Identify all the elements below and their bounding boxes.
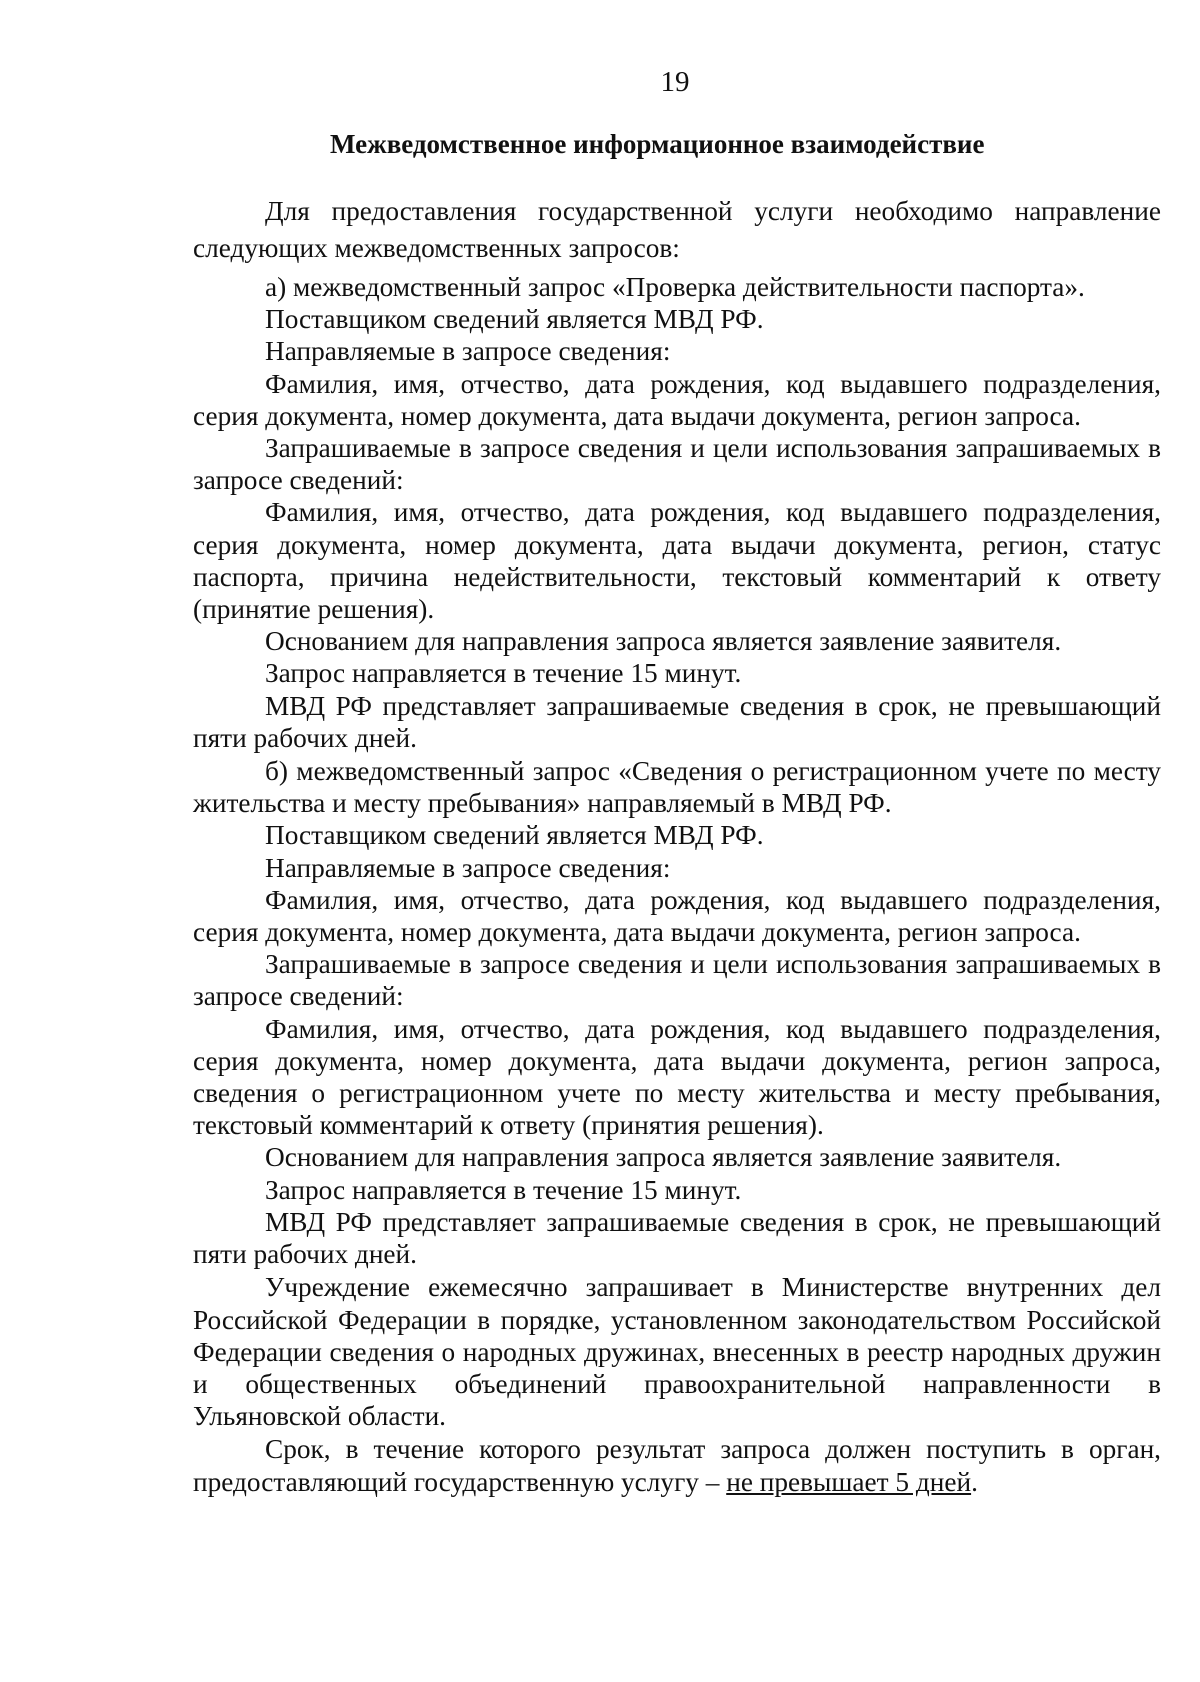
paragraph-provider: Поставщиком сведений является МВД РФ. bbox=[265, 304, 764, 335]
deadline-text: Срок, в течение которого результат запроса должен поступить в орган, предоставляющий государственную услугу – bbox=[193, 1434, 1161, 1497]
paragraph-response-term: МВД РФ представляет запрашиваемые сведения в срок, не превышающий пяти рабочих дней. bbox=[193, 690, 1161, 753]
paragraph-sent-data: Фамилия, имя, отчество, дата рождения, код выдавшего подразделения, серия документа, номер документа, дата выдачи документа, регион запроса. bbox=[193, 368, 1161, 431]
paragraph-basis: Основанием для направления запроса является заявление заявителя. bbox=[265, 1142, 1062, 1173]
paragraph-deadline bbox=[193, 1433, 1161, 1497]
paragraph-basis: Основанием для направления запроса является заявление заявителя. bbox=[265, 626, 1062, 657]
paragraph-sent-data-label: Направляемые в запросе сведения: bbox=[265, 852, 671, 883]
paragraph-requested-data-label: Запрашиваемые в запросе сведения и цели использования запрашиваемых в запросе сведений: bbox=[193, 433, 1161, 496]
paragraph-requested-data: Фамилия, имя, отчество, дата рождения, код выдавшего подразделения, серия документа, номер документа, дата выдачи документа, регион запроса, сведения о регистрационном учете по месту жительства и месту пребывания, текстовый комментарий к ответу (принятия решения). bbox=[193, 1013, 1161, 1141]
paragraph-sent-data: Фамилия, имя, отчество, дата рождения, код выдавшего подразделения, серия документа, номер документа, дата выдачи документа, регион запроса. bbox=[193, 884, 1161, 948]
deadline-underlined-text: не превышает 5 дней bbox=[726, 1466, 972, 1497]
deadline-period: . bbox=[971, 1466, 978, 1497]
page-number: 19 bbox=[660, 66, 690, 98]
paragraph-provider: Поставщиком сведений является МВД РФ. bbox=[265, 820, 764, 851]
section-heading: Межведомственное информационное взаимодействие bbox=[330, 129, 985, 159]
paragraph-institution-request: Учреждение ежемесячно запрашивает в Министерстве внутренних дел Российской Федерации в порядке, установленном законодательством Российской Федерации сведения о народных дружинах, внесенных в реестр народных дружин и общественных объединений правоохранительной направленности в Ульяновской области. bbox=[193, 1272, 1161, 1432]
paragraph-requested-data: Фамилия, имя, отчество, дата рождения, код выдавшего подразделения, серия документа, номер документа, дата выдачи документа, регион, статус паспорта, причина недействительности, текстовый комментарий к ответу (принятие решения). bbox=[193, 497, 1161, 625]
paragraph-intro: Для предоставления государственной услуги необходимо направление следующих межведомственных запросов: bbox=[193, 196, 1161, 263]
paragraph-sent-data-label: Направляемые в запросе сведения: bbox=[265, 336, 671, 367]
paragraph-request-b: б) межведомственный запрос «Сведения о регистрационном учете по месту жительства и месту пребывания» направляемый в МВД РФ. bbox=[193, 756, 1161, 819]
paragraph-send-time: Запрос направляется в течение 15 минут. bbox=[265, 1174, 742, 1205]
paragraph-response-term: МВД РФ представляет запрашиваемые сведения в срок, не превышающий пяти рабочих дней. bbox=[193, 1206, 1161, 1270]
paragraph-requested-data-label: Запрашиваемые в запросе сведения и цели использования запрашиваемых в запросе сведений: bbox=[193, 949, 1161, 1012]
document-body bbox=[193, 193, 1161, 1498]
paragraph-send-time: Запрос направляется в течение 15 минут. bbox=[265, 658, 742, 689]
paragraph-request-a: а) межведомственный запрос «Проверка действительности паспорта». bbox=[265, 272, 1085, 302]
